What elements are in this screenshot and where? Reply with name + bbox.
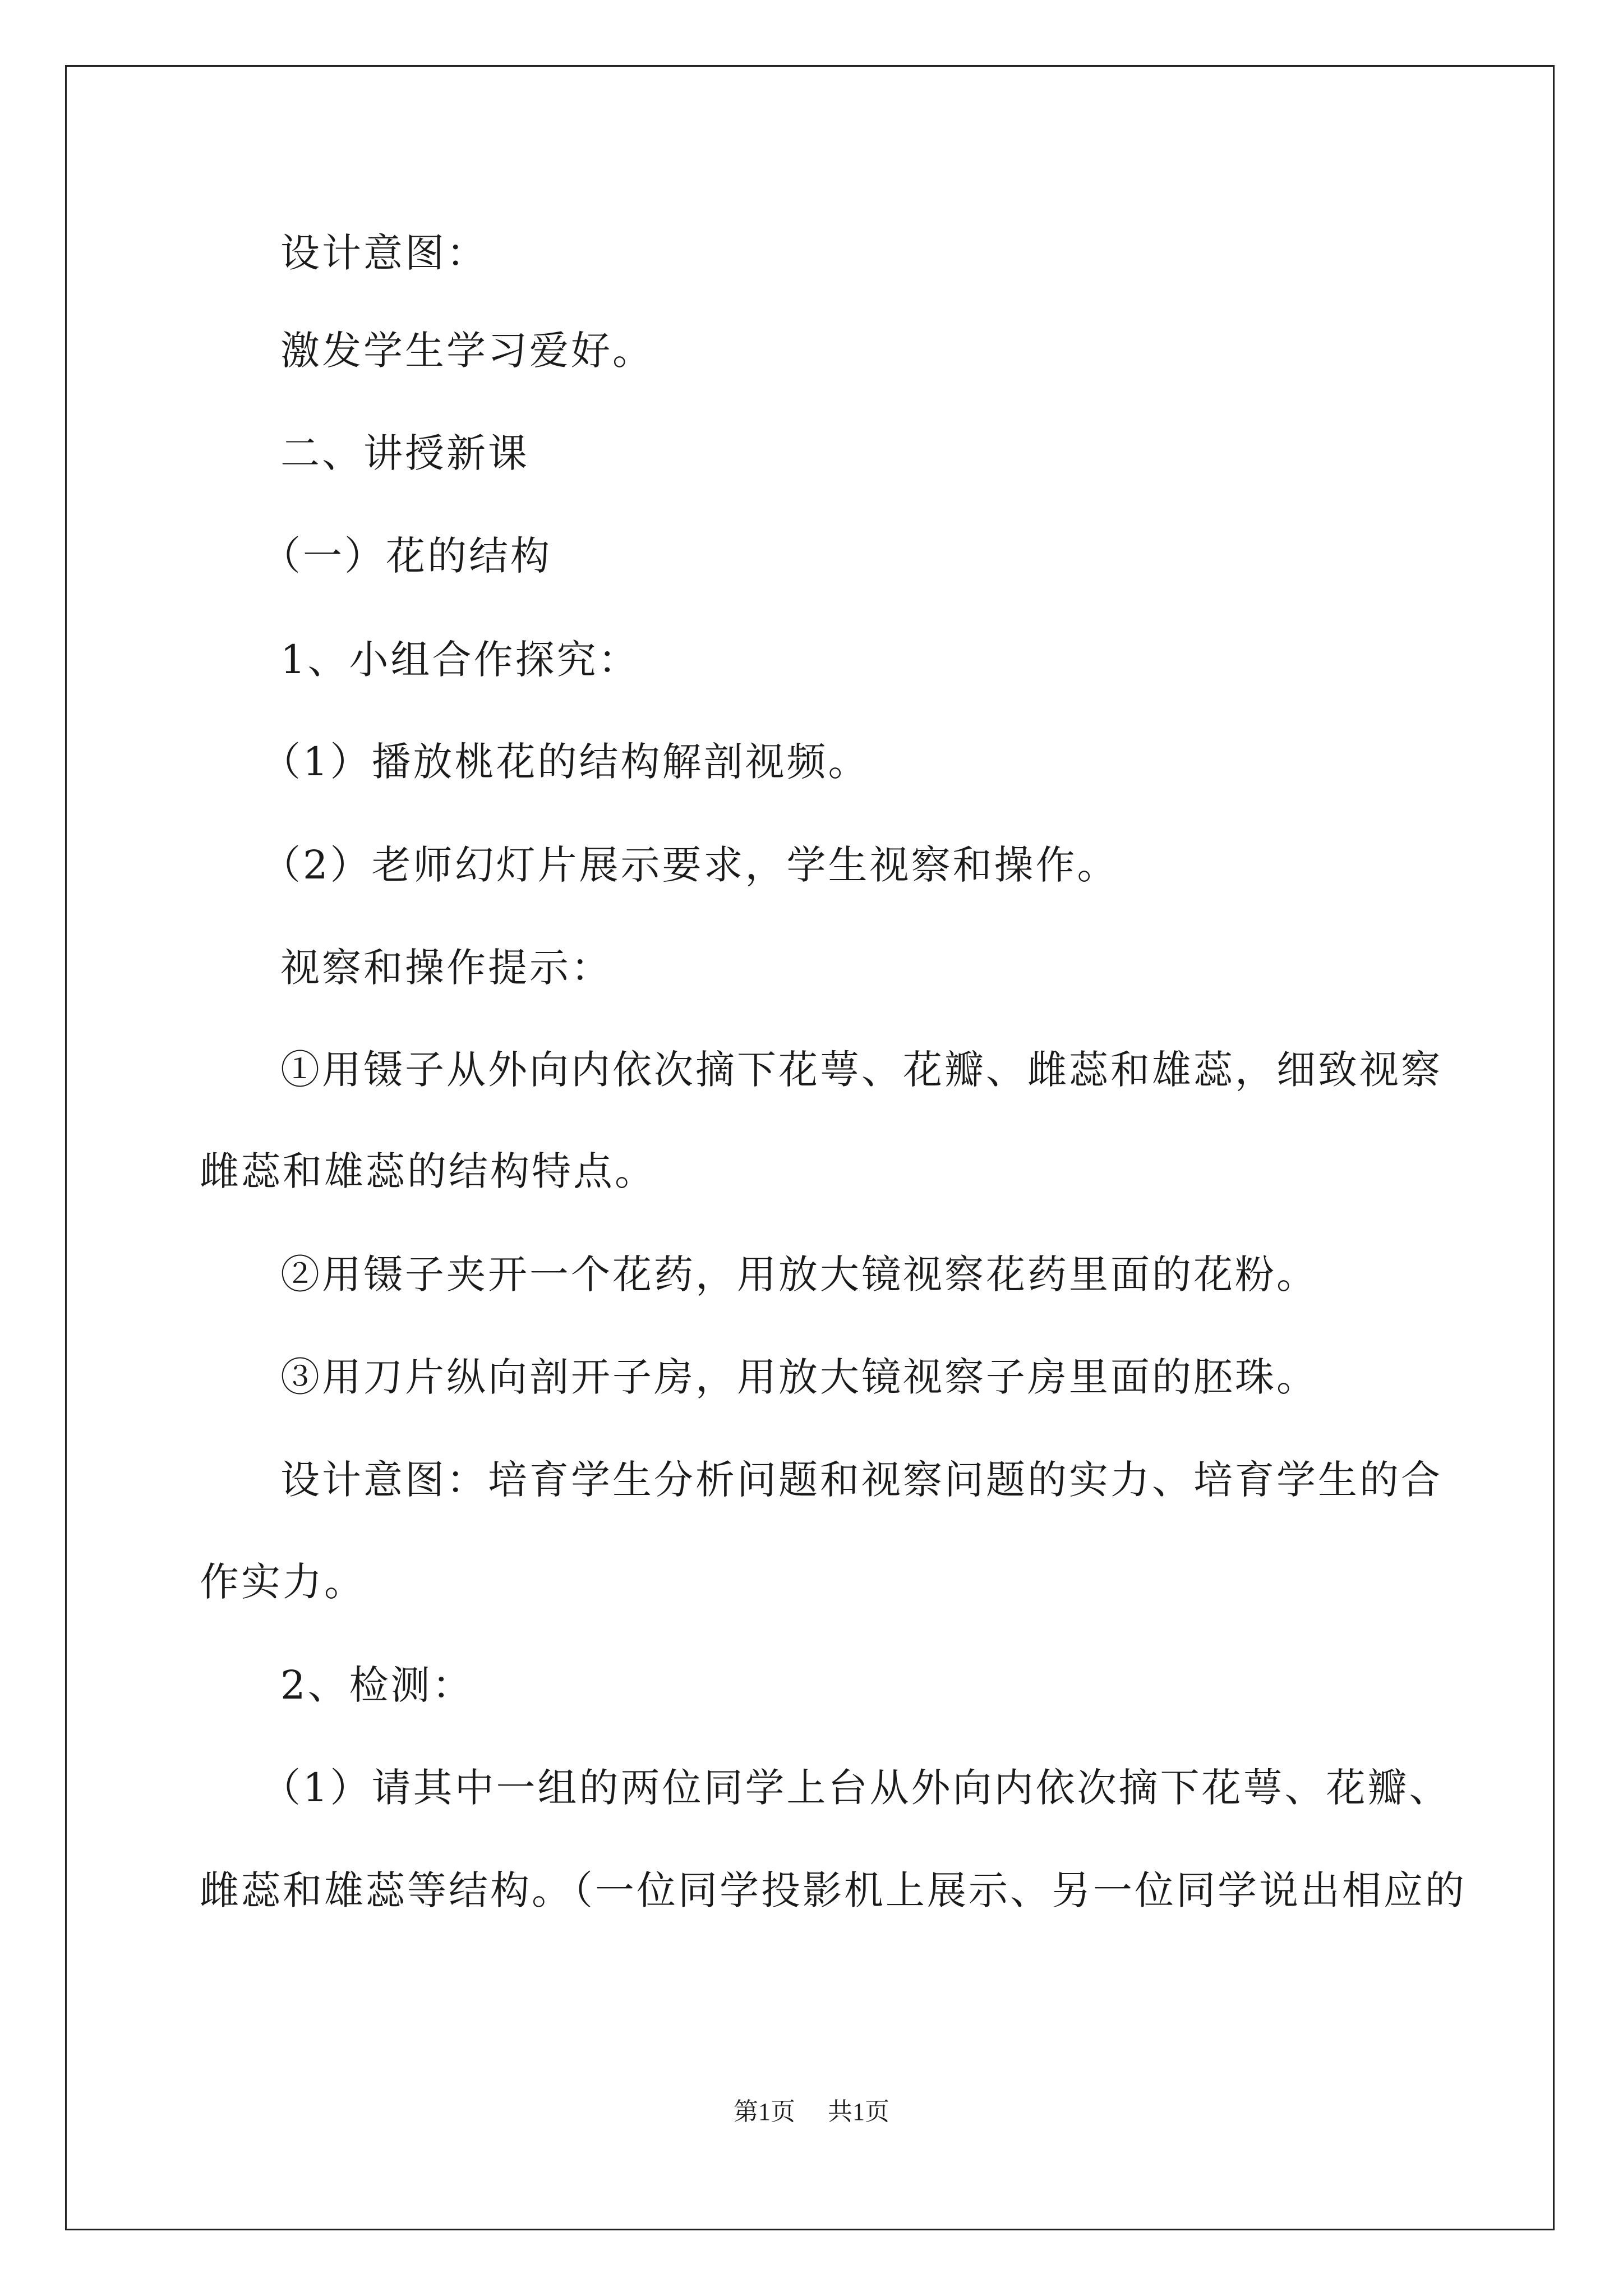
section-heading-new-lesson: 二、讲授新课 xyxy=(280,430,529,476)
paragraph-design-intent-line-2: 作实力。 xyxy=(200,1559,366,1605)
paragraph-video-step: （1）播放桃花的结构解剖视频。 xyxy=(261,739,870,785)
paragraph-tip-1-line-2: 雌蕊和雄蕊的结构特点。 xyxy=(200,1148,656,1194)
page-footer xyxy=(0,2100,1623,2124)
paragraph-test-heading: 2、检测： xyxy=(280,1662,474,1708)
page-total: 共1页 xyxy=(828,2098,889,2125)
paragraph-tip-3: ③用刀片纵向剖开子房，用放大镜视察子房里面的胚珠。 xyxy=(280,1354,1318,1400)
paragraph-stimulate-interest: 激发学生学习爱好。 xyxy=(280,328,654,374)
paragraph-slide-step: （2）老师幻灯片展示要求，学生视察和操作。 xyxy=(261,842,1119,888)
subsection-heading-flower-structure: （一）花的结构 xyxy=(261,533,552,579)
paragraph-group-inquiry: 1、小组合作探究： xyxy=(280,637,640,683)
page-number: 第1页 xyxy=(734,2098,795,2125)
paragraph-observation-tips: 视察和操作提示： xyxy=(280,945,612,991)
paragraph-tip-2: ②用镊子夹开一个花药，用放大镜视察花药里面的花粉。 xyxy=(280,1251,1318,1297)
paragraph-test-1-line-2: 雌蕊和雄蕊等结构。（一位同学投影机上展示、另一位同学说出相应的 xyxy=(200,1867,1467,1913)
paragraph-design-intent-heading: 设计意图： xyxy=(280,230,488,276)
paragraph-test-1-line-1: （1）请其中一组的两位同学上台从外向内依次摘下花萼、花瓣、 xyxy=(261,1765,1451,1811)
paragraph-design-intent-line-1: 设计意图：培育学生分析问题和视察问题的实力、培育学生的合 xyxy=(280,1457,1442,1503)
paragraph-tip-1-line-1: ①用镊子从外向内依次摘下花萼、花瓣、雌蕊和雄蕊，细致视察 xyxy=(280,1047,1442,1093)
